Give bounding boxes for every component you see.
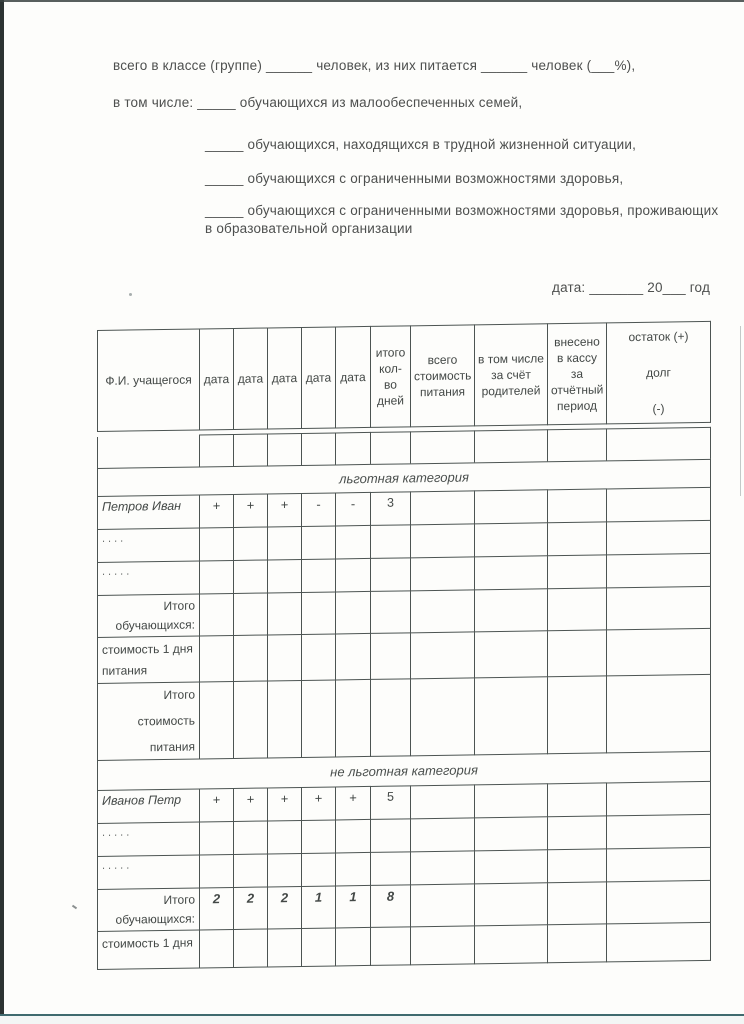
intro-line-including: в том числе: _____ обучающихся из малообеспеченных семей,: [113, 95, 523, 110]
attendance-table-body: [97, 459, 711, 970]
cell-empty: [268, 680, 302, 758]
cell-empty: [336, 525, 371, 559]
cell-empty: [302, 634, 336, 680]
col-header-student: Ф.И. учащегося: [98, 329, 200, 432]
total-cost-label-cell: [98, 682, 200, 761]
cell-empty: [200, 930, 234, 969]
intro-line-total-in-class: всего в классе (группе) ______ человек, из них питается ______ человек (___%),: [113, 58, 636, 73]
scan-left-edge: [0, 0, 4, 1024]
cell-empty: [607, 586, 711, 630]
cell-empty: [548, 489, 607, 523]
cell-empty: [200, 434, 234, 466]
cell-empty: [302, 680, 336, 758]
cell-empty: [548, 588, 607, 631]
cell-empty: [475, 589, 548, 632]
cell-empty: [200, 636, 234, 682]
attendance-mark: +: [200, 494, 234, 528]
cell-empty: [607, 553, 711, 588]
cell-empty: [607, 781, 711, 816]
attendance-mark: +: [268, 493, 302, 527]
totals-days-sum: 8: [371, 885, 411, 928]
balance-minus-label: (-): [652, 401, 665, 416]
cell-empty: [475, 556, 548, 590]
dots-placeholder: .....: [98, 561, 200, 596]
cell-empty: [411, 851, 475, 885]
cell-empty: [371, 525, 411, 559]
cell-empty: [98, 435, 200, 468]
cell-empty: [607, 427, 711, 460]
col-header-balance: [607, 321, 711, 424]
total-cost-line: питания: [149, 739, 195, 754]
cell-empty: [302, 928, 336, 967]
cell-empty: [607, 629, 711, 676]
cell-empty: [234, 560, 268, 594]
cell-empty: [234, 635, 268, 681]
cell-empty: [302, 592, 336, 635]
cell-empty: [371, 852, 411, 886]
cell-empty: [302, 853, 336, 887]
cell-empty: [475, 677, 548, 755]
cell-empty: [548, 849, 607, 883]
scan-speck: [129, 293, 132, 296]
cell-empty: [200, 527, 234, 561]
cell-empty: [336, 819, 371, 853]
total-cost-row: [98, 674, 711, 760]
cell-empty: [475, 883, 548, 926]
cell-empty: [234, 434, 268, 466]
dots-placeholder: .....: [98, 855, 200, 890]
cell-empty: [302, 820, 336, 854]
balance-debt-label: долг: [646, 365, 671, 380]
col-header-date-2: дата: [234, 328, 268, 430]
totals-count: 2: [268, 886, 302, 929]
cell-empty: [411, 678, 475, 756]
balance-header-lines: [610, 324, 707, 421]
col-header-date-4: дата: [302, 327, 336, 429]
cell-empty: [548, 882, 607, 925]
cell-empty: [607, 674, 711, 753]
cell-empty: [411, 557, 475, 591]
total-cost-line: Итого: [163, 687, 195, 702]
intro-line-disabilities-residing: _____ обучающихся с ограниченными возможностями здоровья, проживающих: [205, 203, 719, 218]
cost-per-day-label: стоимость 1 дня: [98, 930, 200, 970]
cell-empty: [607, 880, 711, 924]
balance-plus-label: остаток (+): [628, 329, 689, 345]
cell-empty: [548, 676, 607, 754]
col-header-date-5: дата: [336, 326, 371, 428]
cell-empty: [411, 785, 475, 819]
cell-empty: [411, 632, 475, 679]
date-line: дата: _______ 20___ год: [552, 280, 711, 295]
section-label-privileged: льготная категория: [98, 459, 711, 496]
header-row: [98, 321, 711, 431]
cell-empty: [411, 491, 475, 525]
intro-line-disabilities: _____ обучающихся с ограниченными возможностями здоровья,: [205, 171, 624, 186]
cell-empty: [268, 526, 302, 560]
cell-empty: [371, 633, 411, 679]
cell-empty: [336, 634, 371, 680]
cost-per-day-label: стоимость 1 дня питания: [98, 636, 200, 683]
cell-empty: [302, 559, 336, 593]
cell-empty: [548, 429, 607, 461]
cell-empty: [234, 527, 268, 561]
scan-right-edge: [740, 326, 741, 496]
intro-line-difficult-situation: _____ обучающихся, находящихся в трудной жизненной ситуации,: [205, 137, 637, 152]
cell-empty: [475, 430, 548, 463]
cell-empty: [371, 819, 411, 853]
section-label-non-privileged: не льготная категория: [98, 751, 711, 790]
dots-placeholder: ....: [98, 528, 200, 563]
cell-empty: [336, 591, 371, 634]
cell-empty: [548, 522, 607, 556]
cell-empty: [268, 592, 302, 635]
cell-empty: [268, 635, 302, 681]
col-header-total-cost: всего стоимость питания: [411, 325, 475, 427]
cell-empty: [268, 559, 302, 593]
cell-empty: [607, 923, 711, 963]
col-header-date-3: дата: [268, 327, 302, 429]
cell-empty: [234, 821, 268, 855]
days-total: 3: [371, 492, 411, 526]
days-total: 5: [371, 786, 411, 820]
col-header-cash-period: внесено в кассу за отчётный период: [548, 323, 607, 425]
cell-empty: [371, 927, 411, 966]
cell-empty: [475, 631, 548, 678]
attendance-mark: +: [234, 788, 268, 822]
cell-empty: [475, 925, 548, 964]
cell-empty: [336, 928, 371, 967]
col-header-date-1: дата: [200, 328, 234, 430]
cell-empty: [336, 679, 371, 757]
total-cost-line: стоимость: [137, 713, 195, 729]
cell-empty: [475, 523, 548, 557]
totals-count: 1: [336, 885, 371, 928]
cell-empty: [200, 560, 234, 594]
totals-students-label: Итого обучающихся:: [98, 888, 200, 932]
cell-empty: [302, 526, 336, 560]
cell-empty: [268, 820, 302, 854]
cell-empty: [411, 431, 475, 463]
cell-empty: [411, 884, 475, 927]
cell-empty: [607, 847, 711, 882]
cell-empty: [371, 679, 411, 757]
cell-empty: [268, 433, 302, 465]
cell-empty: [268, 853, 302, 887]
cell-empty: [475, 490, 548, 524]
total-cost-lines: [101, 684, 196, 757]
cell-empty: [411, 926, 475, 965]
cell-empty: [200, 681, 234, 759]
cell-empty: [234, 681, 268, 759]
dots-placeholder: .....: [98, 822, 200, 857]
totals-count: 1: [302, 886, 336, 929]
cell-empty: [475, 817, 548, 851]
cell-empty: [234, 929, 268, 968]
cell-empty: [411, 818, 475, 852]
cell-empty: [607, 487, 711, 522]
attendance-mark: -: [336, 492, 371, 526]
totals-students-label: Итого обучающихся:: [98, 594, 200, 638]
cell-empty: [336, 432, 371, 464]
cell-empty: [371, 432, 411, 464]
attendance-table-header: [97, 321, 711, 432]
col-header-parents-share: в том числе за счёт родителей: [475, 324, 548, 426]
scan-top-edge: [0, 0, 744, 2]
cell-empty: [548, 630, 607, 677]
cell-empty: [411, 590, 475, 633]
cell-empty: [475, 850, 548, 884]
attendance-mark: +: [234, 494, 268, 528]
totals-count: 2: [200, 887, 234, 930]
attendance-mark: -: [302, 493, 336, 527]
cost-per-day-short-row: [98, 923, 711, 970]
student-name: Иванов Петр: [98, 789, 200, 824]
cell-empty: [548, 783, 607, 817]
cell-empty: [371, 558, 411, 592]
cell-empty: [548, 924, 607, 963]
attendance-table: [97, 321, 713, 970]
scan-speck: [72, 905, 77, 910]
intro-line-disabilities-residing-2: в образовательной организации: [205, 221, 413, 236]
cell-empty: [475, 784, 548, 818]
cell-empty: [234, 593, 268, 636]
cell-empty: [234, 854, 268, 888]
cell-empty: [411, 524, 475, 558]
scan-bottom-margin: [0, 1016, 744, 1024]
col-header-total-days: итого кол-во дней: [371, 326, 411, 428]
attendance-mark: +: [336, 786, 371, 820]
cell-empty: [302, 433, 336, 465]
cell-empty: [607, 520, 711, 555]
attendance-mark: +: [200, 788, 234, 822]
cell-empty: [607, 814, 711, 849]
cell-empty: [371, 591, 411, 634]
attendance-mark: +: [268, 787, 302, 821]
student-name: Петров Иван: [98, 495, 200, 530]
cell-empty: [268, 929, 302, 968]
cell-empty: [200, 854, 234, 888]
totals-count: 2: [234, 887, 268, 930]
attendance-mark: +: [302, 787, 336, 821]
cell-empty: [200, 821, 234, 855]
cell-empty: [336, 852, 371, 886]
cell-empty: [548, 555, 607, 589]
cell-empty: [200, 593, 234, 636]
cell-empty: [336, 558, 371, 592]
cell-empty: [548, 816, 607, 850]
